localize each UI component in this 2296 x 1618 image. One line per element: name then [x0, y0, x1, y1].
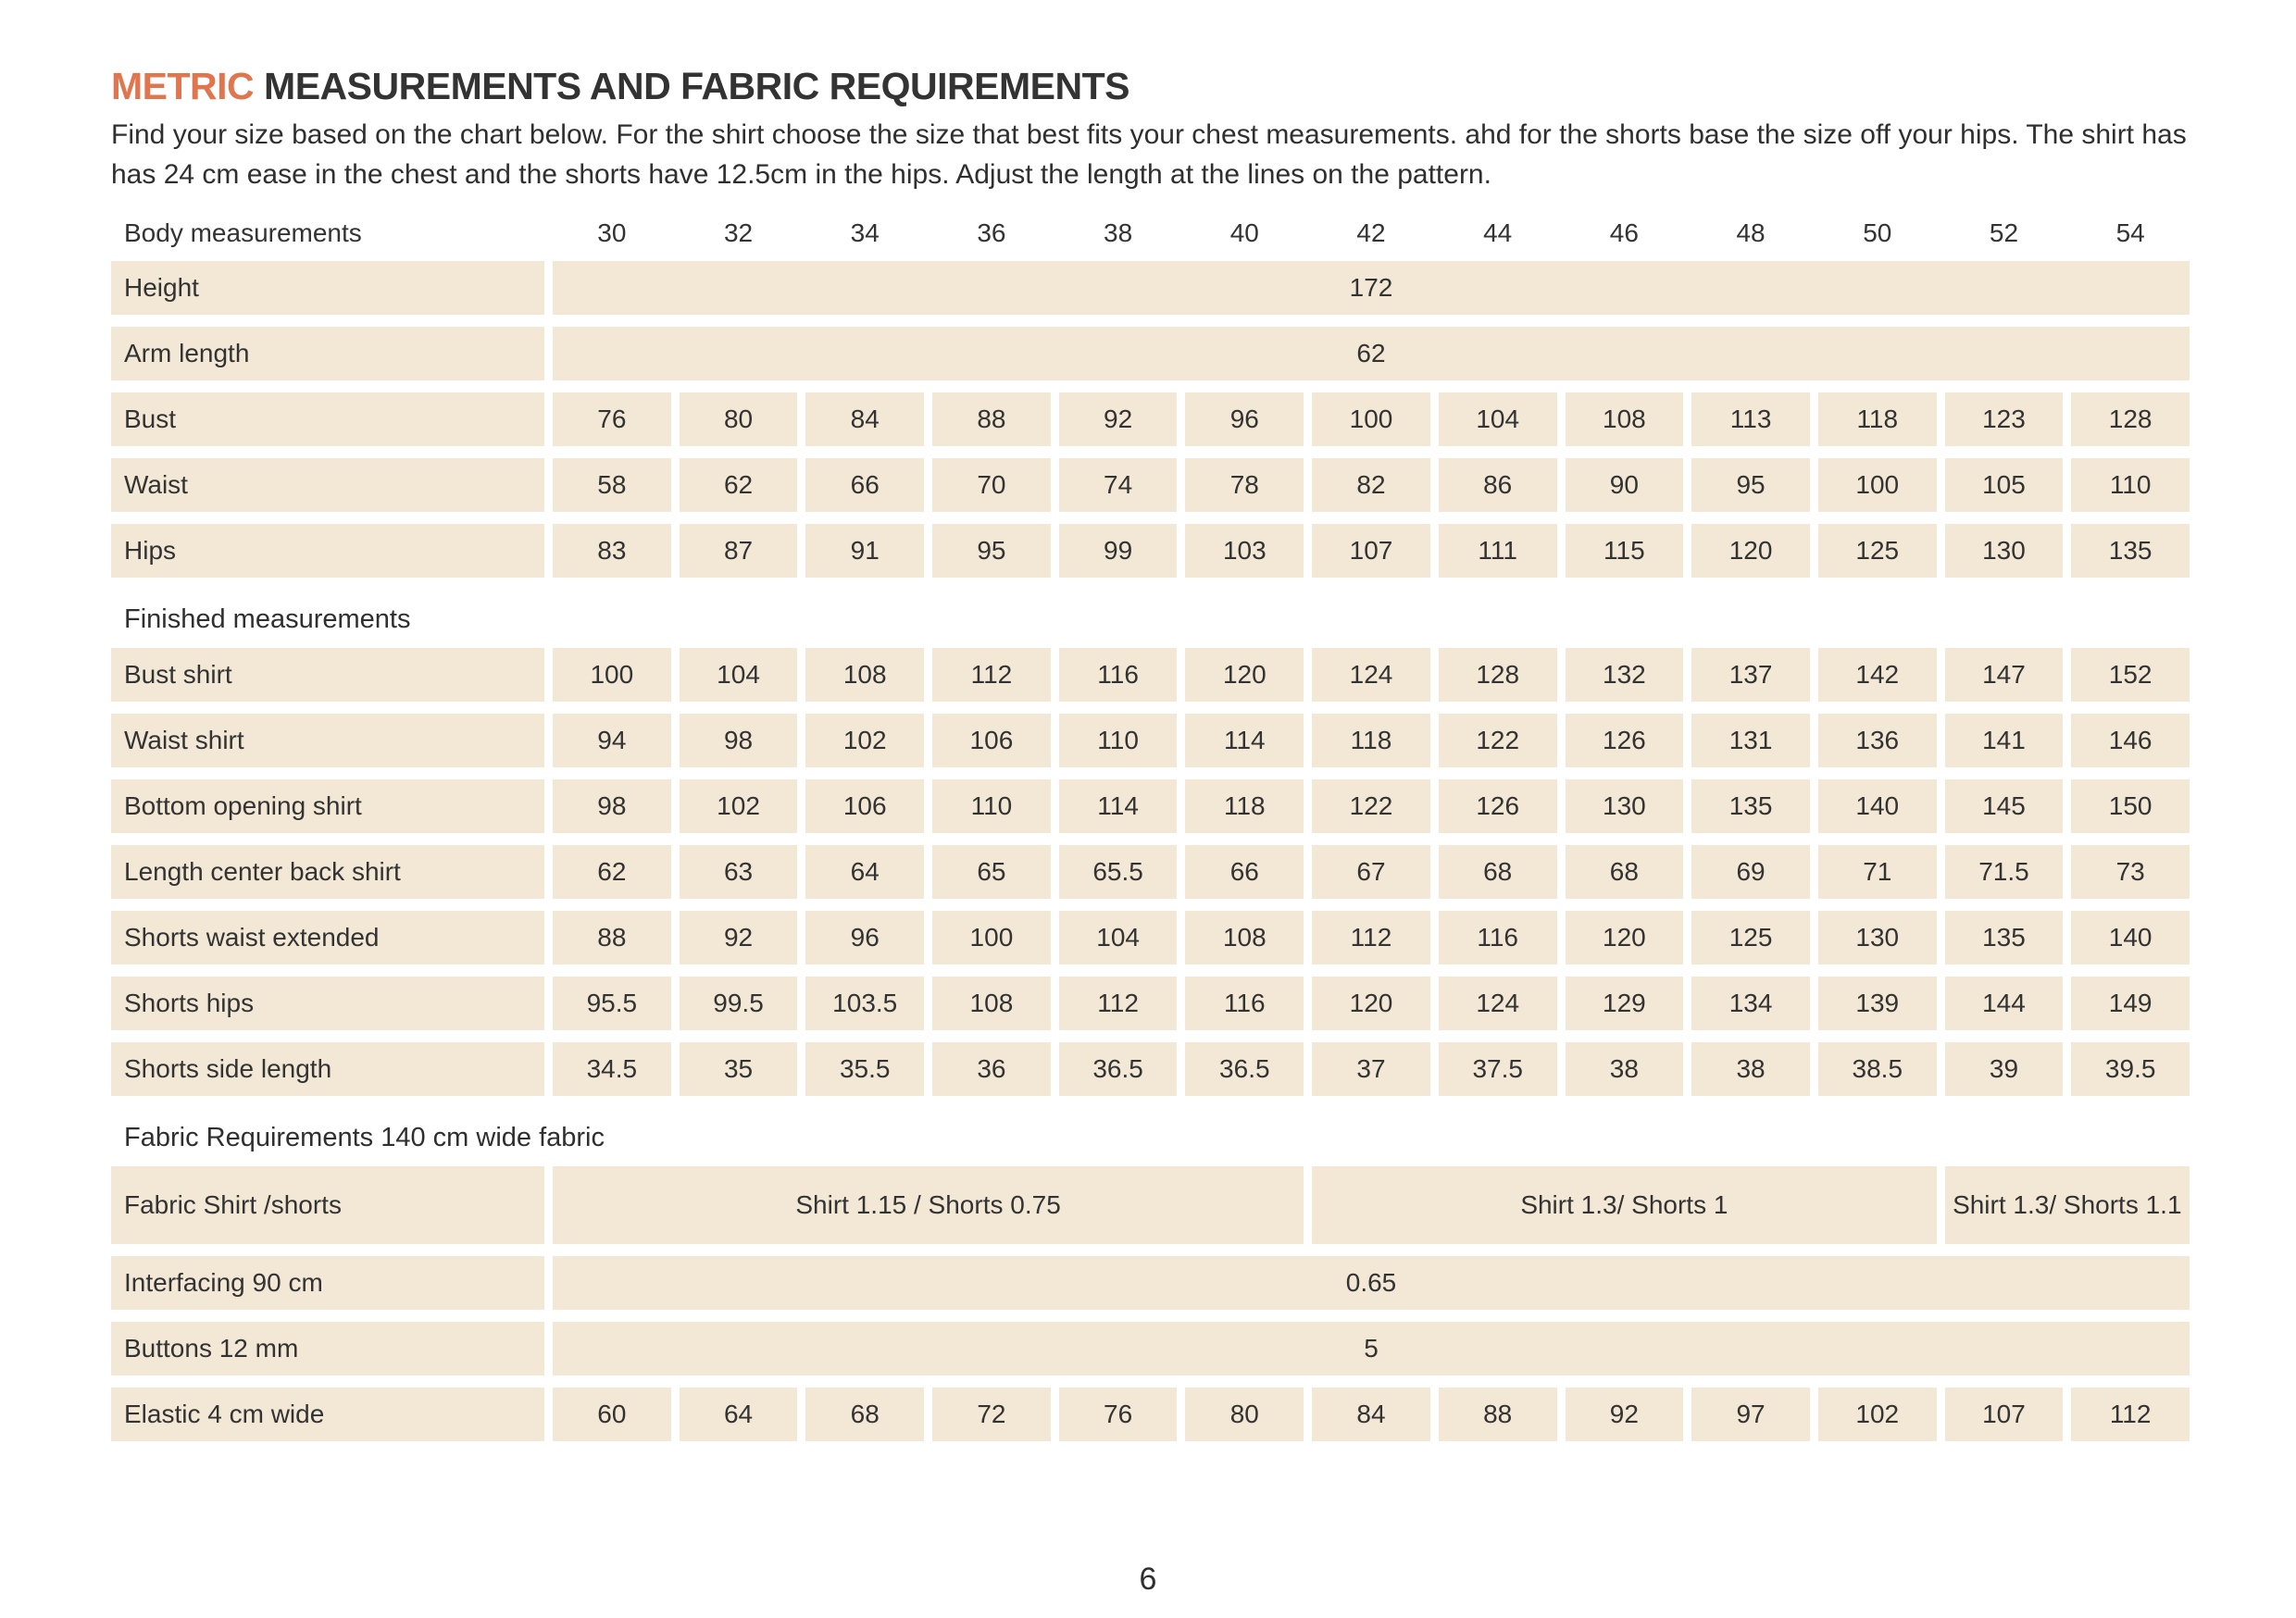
value-cell: 112	[1312, 911, 1430, 965]
value-cell: 68	[1566, 845, 1684, 899]
row-label: Bust	[111, 392, 544, 446]
value-cell: 38	[1691, 1042, 1810, 1096]
value-cell: 122	[1312, 779, 1430, 833]
value-cell: 118	[1312, 714, 1430, 767]
value-cell: 114	[1185, 714, 1304, 767]
value-cell: 118	[1818, 392, 1937, 446]
table-row	[111, 458, 2190, 512]
value-cell: 110	[932, 779, 1051, 833]
value-cell: 113	[1691, 392, 1810, 446]
value-cell: 72	[932, 1388, 1051, 1441]
value-cell: 100	[553, 648, 671, 702]
value-cell: 71	[1818, 845, 1937, 899]
value-cell: 95	[932, 524, 1051, 578]
value-cell: 120	[1312, 977, 1430, 1030]
row-label: Hips	[111, 524, 544, 578]
value-cell: 80	[680, 392, 798, 446]
value-cell: 39	[1945, 1042, 2064, 1096]
size-column-header: 46	[1609, 218, 1639, 248]
value-cell: 126	[1439, 779, 1557, 833]
value-cell: 88	[932, 392, 1051, 446]
span-cell: 172	[553, 261, 2190, 315]
row-label: Interfacing 90 cm	[111, 1256, 544, 1310]
value-cell: 104	[680, 648, 798, 702]
value-cell: 108	[932, 977, 1051, 1030]
value-cell: 152	[2071, 648, 2190, 702]
value-cell: 95	[1691, 458, 1810, 512]
value-cell: 147	[1945, 648, 2064, 702]
value-cell: 115	[1566, 524, 1684, 578]
value-cell: 66	[805, 458, 924, 512]
span-cell: 0.65	[553, 1256, 2190, 1310]
table-row	[111, 261, 2190, 315]
row-label: Buttons 12 mm	[111, 1322, 544, 1375]
value-cell: 62	[553, 845, 671, 899]
value-cell: 108	[1566, 392, 1684, 446]
value-cell: 102	[805, 714, 924, 767]
page-title	[111, 65, 2190, 108]
value-cell: 64	[680, 1388, 798, 1441]
section-label: Finished measurements	[124, 604, 411, 635]
value-cell: 149	[2071, 977, 2190, 1030]
value-cell: 142	[1818, 648, 1937, 702]
value-cell: 90	[1566, 458, 1684, 512]
value-cell: 35	[680, 1042, 798, 1096]
value-cell: 107	[1945, 1388, 2064, 1441]
value-cell: 130	[1566, 779, 1684, 833]
value-cell: 128	[2071, 392, 2190, 446]
size-column-header: 32	[723, 218, 754, 248]
value-cell: 65	[932, 845, 1051, 899]
value-cell: 100	[932, 911, 1051, 965]
value-cell: 84	[805, 392, 924, 446]
value-cell: 114	[1059, 779, 1178, 833]
value-cell: 76	[553, 392, 671, 446]
value-cell: 92	[1566, 1388, 1684, 1441]
table-row	[111, 845, 2190, 899]
value-cell: 99.5	[680, 977, 798, 1030]
row-label: Bust shirt	[111, 648, 544, 702]
value-cell: 87	[680, 524, 798, 578]
value-cell: 139	[1818, 977, 1937, 1030]
page-number: 6	[1139, 1562, 1157, 1597]
span-cell: 5	[553, 1322, 2190, 1375]
value-cell: 103	[1185, 524, 1304, 578]
value-cell: 63	[680, 845, 798, 899]
value-cell: 108	[805, 648, 924, 702]
value-cell: 120	[1185, 648, 1304, 702]
value-cell: 62	[680, 458, 798, 512]
size-table	[111, 215, 2190, 1441]
value-cell: 105	[1945, 458, 2064, 512]
value-cell: 135	[1691, 779, 1810, 833]
value-cell: 132	[1566, 648, 1684, 702]
value-cell: 97	[1691, 1388, 1810, 1441]
value-cell: 103.5	[805, 977, 924, 1030]
value-cell: 116	[1185, 977, 1304, 1030]
row-label: Shorts waist extended	[111, 911, 544, 965]
row-label: Height	[111, 261, 544, 315]
span-cell: Shirt 1.15 / Shorts 0.75	[553, 1166, 1304, 1244]
value-cell: 84	[1312, 1388, 1430, 1441]
value-cell: 102	[680, 779, 798, 833]
value-cell: 69	[1691, 845, 1810, 899]
row-label: Elastic 4 cm wide	[111, 1388, 544, 1441]
value-cell: 88	[1439, 1388, 1557, 1441]
value-cell: 107	[1312, 524, 1430, 578]
value-cell: 126	[1566, 714, 1684, 767]
row-label: Bottom opening shirt	[111, 779, 544, 833]
value-cell: 145	[1945, 779, 2064, 833]
value-cell: 123	[1945, 392, 2064, 446]
row-label: Arm length	[111, 327, 544, 380]
value-cell: 146	[2071, 714, 2190, 767]
value-cell: 129	[1566, 977, 1684, 1030]
value-cell: 131	[1691, 714, 1810, 767]
value-cell: 65.5	[1059, 845, 1178, 899]
value-cell: 150	[2071, 779, 2190, 833]
row-label: Shorts side length	[111, 1042, 544, 1096]
value-cell: 134	[1691, 977, 1810, 1030]
value-cell: 92	[1059, 392, 1178, 446]
value-cell: 116	[1439, 911, 1557, 965]
value-cell: 36	[932, 1042, 1051, 1096]
size-column-header: 48	[1736, 218, 1766, 248]
value-cell: 112	[932, 648, 1051, 702]
value-cell: 124	[1312, 648, 1430, 702]
table-row	[111, 911, 2190, 965]
size-column-header: 54	[2115, 218, 2145, 248]
value-cell: 140	[2071, 911, 2190, 965]
span-cell: 62	[553, 327, 2190, 380]
value-cell: 96	[1185, 392, 1304, 446]
value-cell: 118	[1185, 779, 1304, 833]
value-cell: 36.5	[1185, 1042, 1304, 1096]
intro-text: Find your size based on the chart below. For the shirt choose the size that best fits your chest measurements. ahd for the shorts base the size off your hips. The shirt has has 24 cm ease in the chest and the shorts have 12.5cm in the hips. Adjust the length at the lines on the pattern.	[111, 119, 2187, 190]
value-cell: 112	[2071, 1388, 2190, 1441]
value-cell: 102	[1818, 1388, 1937, 1441]
value-cell: 104	[1439, 392, 1557, 446]
value-cell: 76	[1059, 1388, 1178, 1441]
value-cell: 106	[805, 779, 924, 833]
size-column-header: 42	[1356, 218, 1386, 248]
value-cell: 34.5	[553, 1042, 671, 1096]
value-cell: 37.5	[1439, 1042, 1557, 1096]
size-column-header: 36	[977, 218, 1006, 248]
table-row	[111, 1256, 2190, 1310]
value-cell: 92	[680, 911, 798, 965]
value-cell: 82	[1312, 458, 1430, 512]
value-cell: 96	[805, 911, 924, 965]
value-cell: 124	[1439, 977, 1557, 1030]
value-cell: 130	[1818, 911, 1937, 965]
value-cell: 135	[1945, 911, 2064, 965]
value-cell: 94	[553, 714, 671, 767]
title-rest: MEASUREMENTS AND FABRIC REQUIREMENTS	[254, 65, 1129, 107]
size-column-header: 52	[1989, 218, 2019, 248]
value-cell: 116	[1059, 648, 1178, 702]
table-row	[111, 327, 2190, 380]
value-cell: 100	[1818, 458, 1937, 512]
section-label: Fabric Requirements 140 cm wide fabric	[124, 1123, 605, 1153]
value-cell: 99	[1059, 524, 1178, 578]
value-cell: 38.5	[1818, 1042, 1937, 1096]
size-column-header: 34	[850, 218, 880, 248]
value-cell: 66	[1185, 845, 1304, 899]
value-cell: 144	[1945, 977, 2064, 1030]
span-cell: Shirt 1.3/ Shorts 1	[1312, 1166, 1936, 1244]
table-row	[111, 648, 2190, 702]
value-cell: 137	[1691, 648, 1810, 702]
value-cell: 141	[1945, 714, 2064, 767]
value-cell: 37	[1312, 1042, 1430, 1096]
value-cell: 60	[553, 1388, 671, 1441]
row-label: Fabric Shirt /shorts	[111, 1166, 544, 1244]
value-cell: 35.5	[805, 1042, 924, 1096]
value-cell: 73	[2071, 845, 2190, 899]
value-cell: 140	[1818, 779, 1937, 833]
value-cell: 58	[553, 458, 671, 512]
value-cell: 120	[1691, 524, 1810, 578]
table-row	[111, 1166, 2190, 1244]
size-column-header: 40	[1229, 218, 1259, 248]
value-cell: 98	[680, 714, 798, 767]
table-row	[111, 779, 2190, 833]
table-row	[111, 1042, 2190, 1096]
size-column-header: 50	[1863, 218, 1892, 248]
row-label: Waist	[111, 458, 544, 512]
header-row	[111, 215, 2190, 252]
value-cell: 91	[805, 524, 924, 578]
table-row	[111, 714, 2190, 767]
value-cell: 95.5	[553, 977, 671, 1030]
span-cell: Shirt 1.3/ Shorts 1.1	[1945, 1166, 2190, 1244]
value-cell: 83	[553, 524, 671, 578]
value-cell: 125	[1818, 524, 1937, 578]
table-row	[111, 1388, 2190, 1441]
table-row	[111, 1322, 2190, 1375]
value-cell: 71.5	[1945, 845, 2064, 899]
value-cell: 122	[1439, 714, 1557, 767]
size-column-header: 44	[1483, 218, 1513, 248]
title-highlight: METRIC	[111, 65, 255, 107]
value-cell: 110	[1059, 714, 1178, 767]
value-cell: 39.5	[2071, 1042, 2190, 1096]
value-cell: 106	[932, 714, 1051, 767]
value-cell: 108	[1185, 911, 1304, 965]
value-cell: 64	[805, 845, 924, 899]
header-label: Body measurements	[124, 218, 362, 248]
row-label: Waist shirt	[111, 714, 544, 767]
value-cell: 98	[553, 779, 671, 833]
value-cell: 88	[553, 911, 671, 965]
value-cell: 125	[1691, 911, 1810, 965]
value-cell: 130	[1945, 524, 2064, 578]
size-column-header: 38	[1104, 218, 1133, 248]
value-cell: 136	[1818, 714, 1937, 767]
value-cell: 68	[805, 1388, 924, 1441]
row-label: Shorts hips	[111, 977, 544, 1030]
value-cell: 38	[1566, 1042, 1684, 1096]
table-row	[111, 977, 2190, 1030]
value-cell: 104	[1059, 911, 1178, 965]
value-cell: 120	[1566, 911, 1684, 965]
value-cell: 78	[1185, 458, 1304, 512]
value-cell: 111	[1439, 524, 1557, 578]
value-cell: 70	[932, 458, 1051, 512]
size-column-header: 30	[597, 218, 627, 248]
row-label: Length center back shirt	[111, 845, 544, 899]
value-cell: 74	[1059, 458, 1178, 512]
value-cell: 100	[1312, 392, 1430, 446]
value-cell: 36.5	[1059, 1042, 1178, 1096]
value-cell: 135	[2071, 524, 2190, 578]
value-cell: 110	[2071, 458, 2190, 512]
value-cell: 112	[1059, 977, 1178, 1030]
value-cell: 67	[1312, 845, 1430, 899]
value-cell: 86	[1439, 458, 1557, 512]
value-cell: 128	[1439, 648, 1557, 702]
table-row	[111, 392, 2190, 446]
value-cell: 68	[1439, 845, 1557, 899]
table-row	[111, 524, 2190, 578]
value-cell: 80	[1185, 1388, 1304, 1441]
